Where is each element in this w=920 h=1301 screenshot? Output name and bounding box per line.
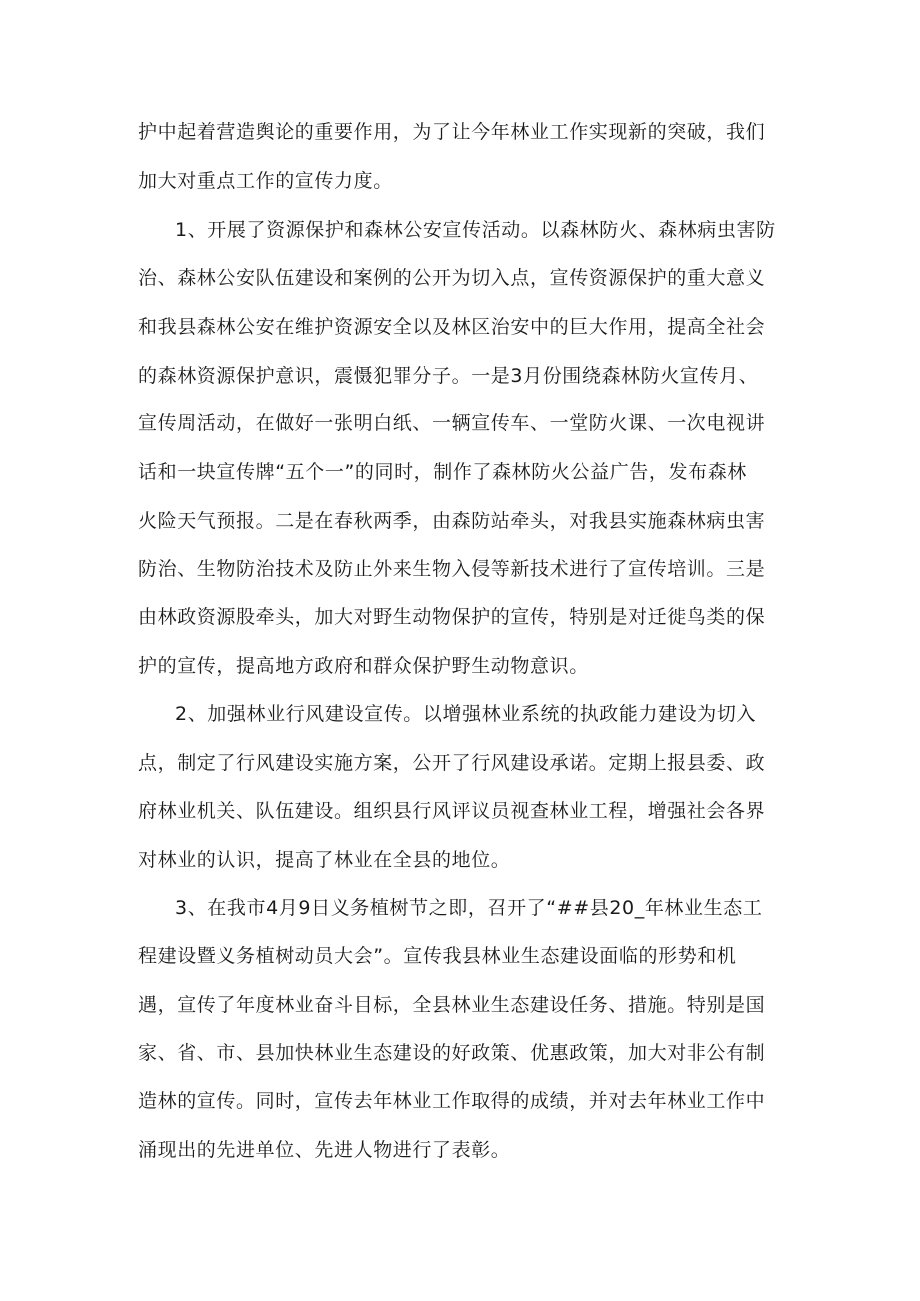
text-line: 府林业机关、队伍建设。组织县行风评议员视查林业工程，增强社会各界: [138, 800, 766, 822]
paragraph-3-line: 3、在我市4月9日义务植树节之即，召开了“##县20_年林业生态工: [175, 897, 763, 919]
paragraph-1-line: 1、开展了资源保护和森林公安宣传活动。以森林防火、森林病虫害防: [175, 219, 776, 241]
text-line: 点，制定了行风建设实施方案，公开了行风建设承诺。定期上报县委、政: [138, 752, 766, 774]
text-line: 防治、生物防治技术及防止外来生物入侵等新技术进行了宣传培训。三是: [138, 558, 766, 580]
text-line: 对林业的认识，提高了林业在全县的地位。: [138, 849, 511, 871]
text-line: 遇，宣传了年度林业奋斗目标，全县林业生态建设任务、措施。特别是国: [138, 994, 766, 1016]
text-line: 治、森林公安队伍建设和案例的公开为切入点，宣传资源保护的重大意义: [138, 267, 766, 289]
text-line: 话和一块宣传牌“五个一”的同时，制作了森林防火公益广告，发布森林: [138, 461, 747, 483]
text-line: 造林的宣传。同时，宣传去年林业工作取得的成绩，并对去年林业工作中: [138, 1090, 766, 1112]
paragraph-2-line: 2、加强林业行风建设宣传。以增强林业系统的执政能力建设为切入: [175, 703, 757, 725]
text-line: 护中起着营造舆论的重要作用，为了让今年林业工作实现新的突破，我们: [138, 121, 766, 143]
text-line: 和我县森林公安在维护资源安全以及林区治安中的巨大作用，提高全社会: [138, 316, 766, 338]
text-line: 宣传周活动，在做好一张明白纸、一辆宣传车、一堂防火课、一次电视讲: [138, 412, 766, 434]
text-line: 护的宣传，提高地方政府和群众保护野生动物意识。: [138, 655, 589, 677]
text-line: 由林政资源股牵头，加大对野生动物保护的宣传，特别是对迁徙鸟类的保: [138, 606, 766, 628]
text-line: 加大对重点工作的宣传力度。: [138, 170, 393, 192]
text-line: 程建设暨义务植树动员大会”。宣传我县林业生态建设面临的形势和机: [138, 945, 737, 967]
text-line: 家、省、市、县加快林业生态建设的好政策、优惠政策，加大对非公有制: [138, 1042, 766, 1064]
text-line: 火险天气预报。二是在春秋两季，由森防站牵头，对我县实施森林病虫害: [138, 510, 766, 532]
text-line: 的森林资源保护意识，震慑犯罪分子。一是3月份围绕森林防火宣传月、: [138, 365, 759, 387]
text-line: 涌现出的先进单位、先进人物进行了表彰。: [138, 1139, 511, 1161]
